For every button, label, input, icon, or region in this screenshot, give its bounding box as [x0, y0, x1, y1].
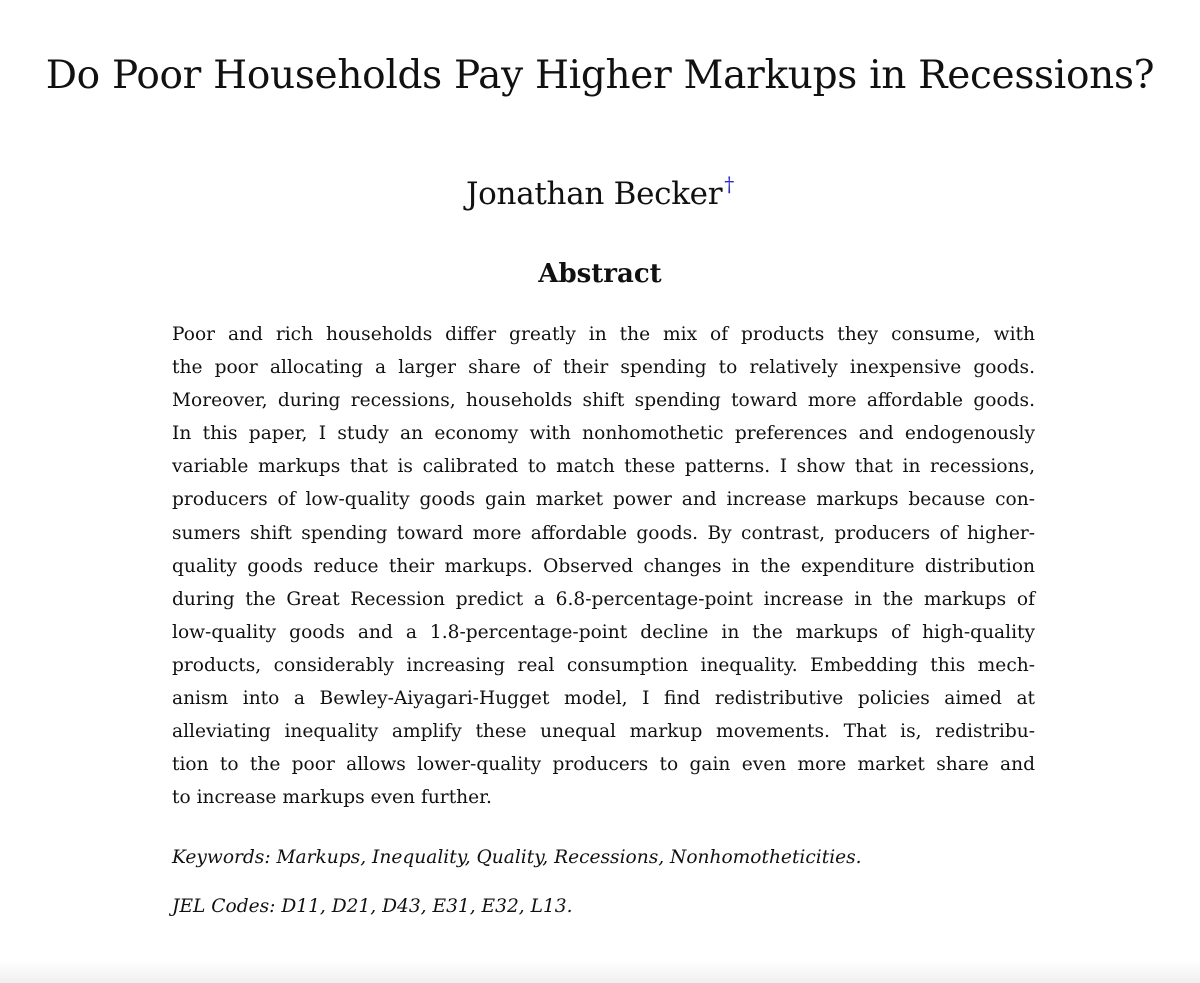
abstract-line: Poor and rich households differ greatly in the mix of products they consume, with: [172, 324, 1035, 345]
abstract-line: the poor allocating a larger share of their spending to relatively inexpensive goods.: [172, 357, 1035, 379]
abstract-line: anism into a Bewley-Aiyagari-Hugget model, I find redistributive policies aimed at: [172, 688, 1035, 710]
abstract-line: products, considerably increasing real consumption inequality. Embedding this mech-: [172, 654, 1035, 676]
author-footnote-mark[interactable]: †: [724, 172, 734, 196]
paper-title: Do Poor Households Pay Higher Markups in Recessions?: [45, 53, 1155, 98]
abstract-body: [172, 318, 1035, 814]
abstract-line: during the Great Recession predict a 6.8-percentage-point increase in the markups of: [172, 588, 1035, 610]
author-line: [0, 164, 1200, 214]
jel-codes: JEL Codes: D11, D21, D43, E31, E32, L13.: [172, 896, 573, 917]
abstract-line: producers of low-quality goods gain market power and increase markups because con-: [172, 489, 1035, 511]
abstract-line: In this paper, I study an economy with nonhomothetic preferences and endogenously: [172, 423, 1035, 445]
abstract-line: quality goods reduce their markups. Observed changes in the expenditure distribution: [172, 555, 1035, 577]
abstract-line: to increase markups even further.: [172, 787, 492, 809]
page-bottom-edge: [0, 960, 1200, 983]
abstract-line: variable markups that is calibrated to match these patterns. I show that in recessions,: [172, 456, 1035, 478]
abstract-heading: Abstract: [538, 259, 662, 289]
abstract-line: tion to the poor allows lower-quality producers to gain even more market share and: [172, 754, 1035, 776]
abstract-line: Moreover, during recessions, households shift spending toward more affordable goods.: [172, 390, 1035, 412]
author-name: Jonathan Becker: [466, 176, 723, 212]
abstract-line: low-quality goods and a 1.8-percentage-point decline in the markups of high-quality: [172, 621, 1035, 643]
abstract-line: sumers shift spending toward more affordable goods. By contrast, producers of higher-: [172, 522, 1035, 544]
abstract-line: alleviating inequality amplify these unequal markup movements. That is, redistribu-: [172, 721, 1035, 743]
keywords: Keywords: Markups, Inequality, Quality, Recessions, Nonhomotheticities.: [172, 847, 862, 868]
